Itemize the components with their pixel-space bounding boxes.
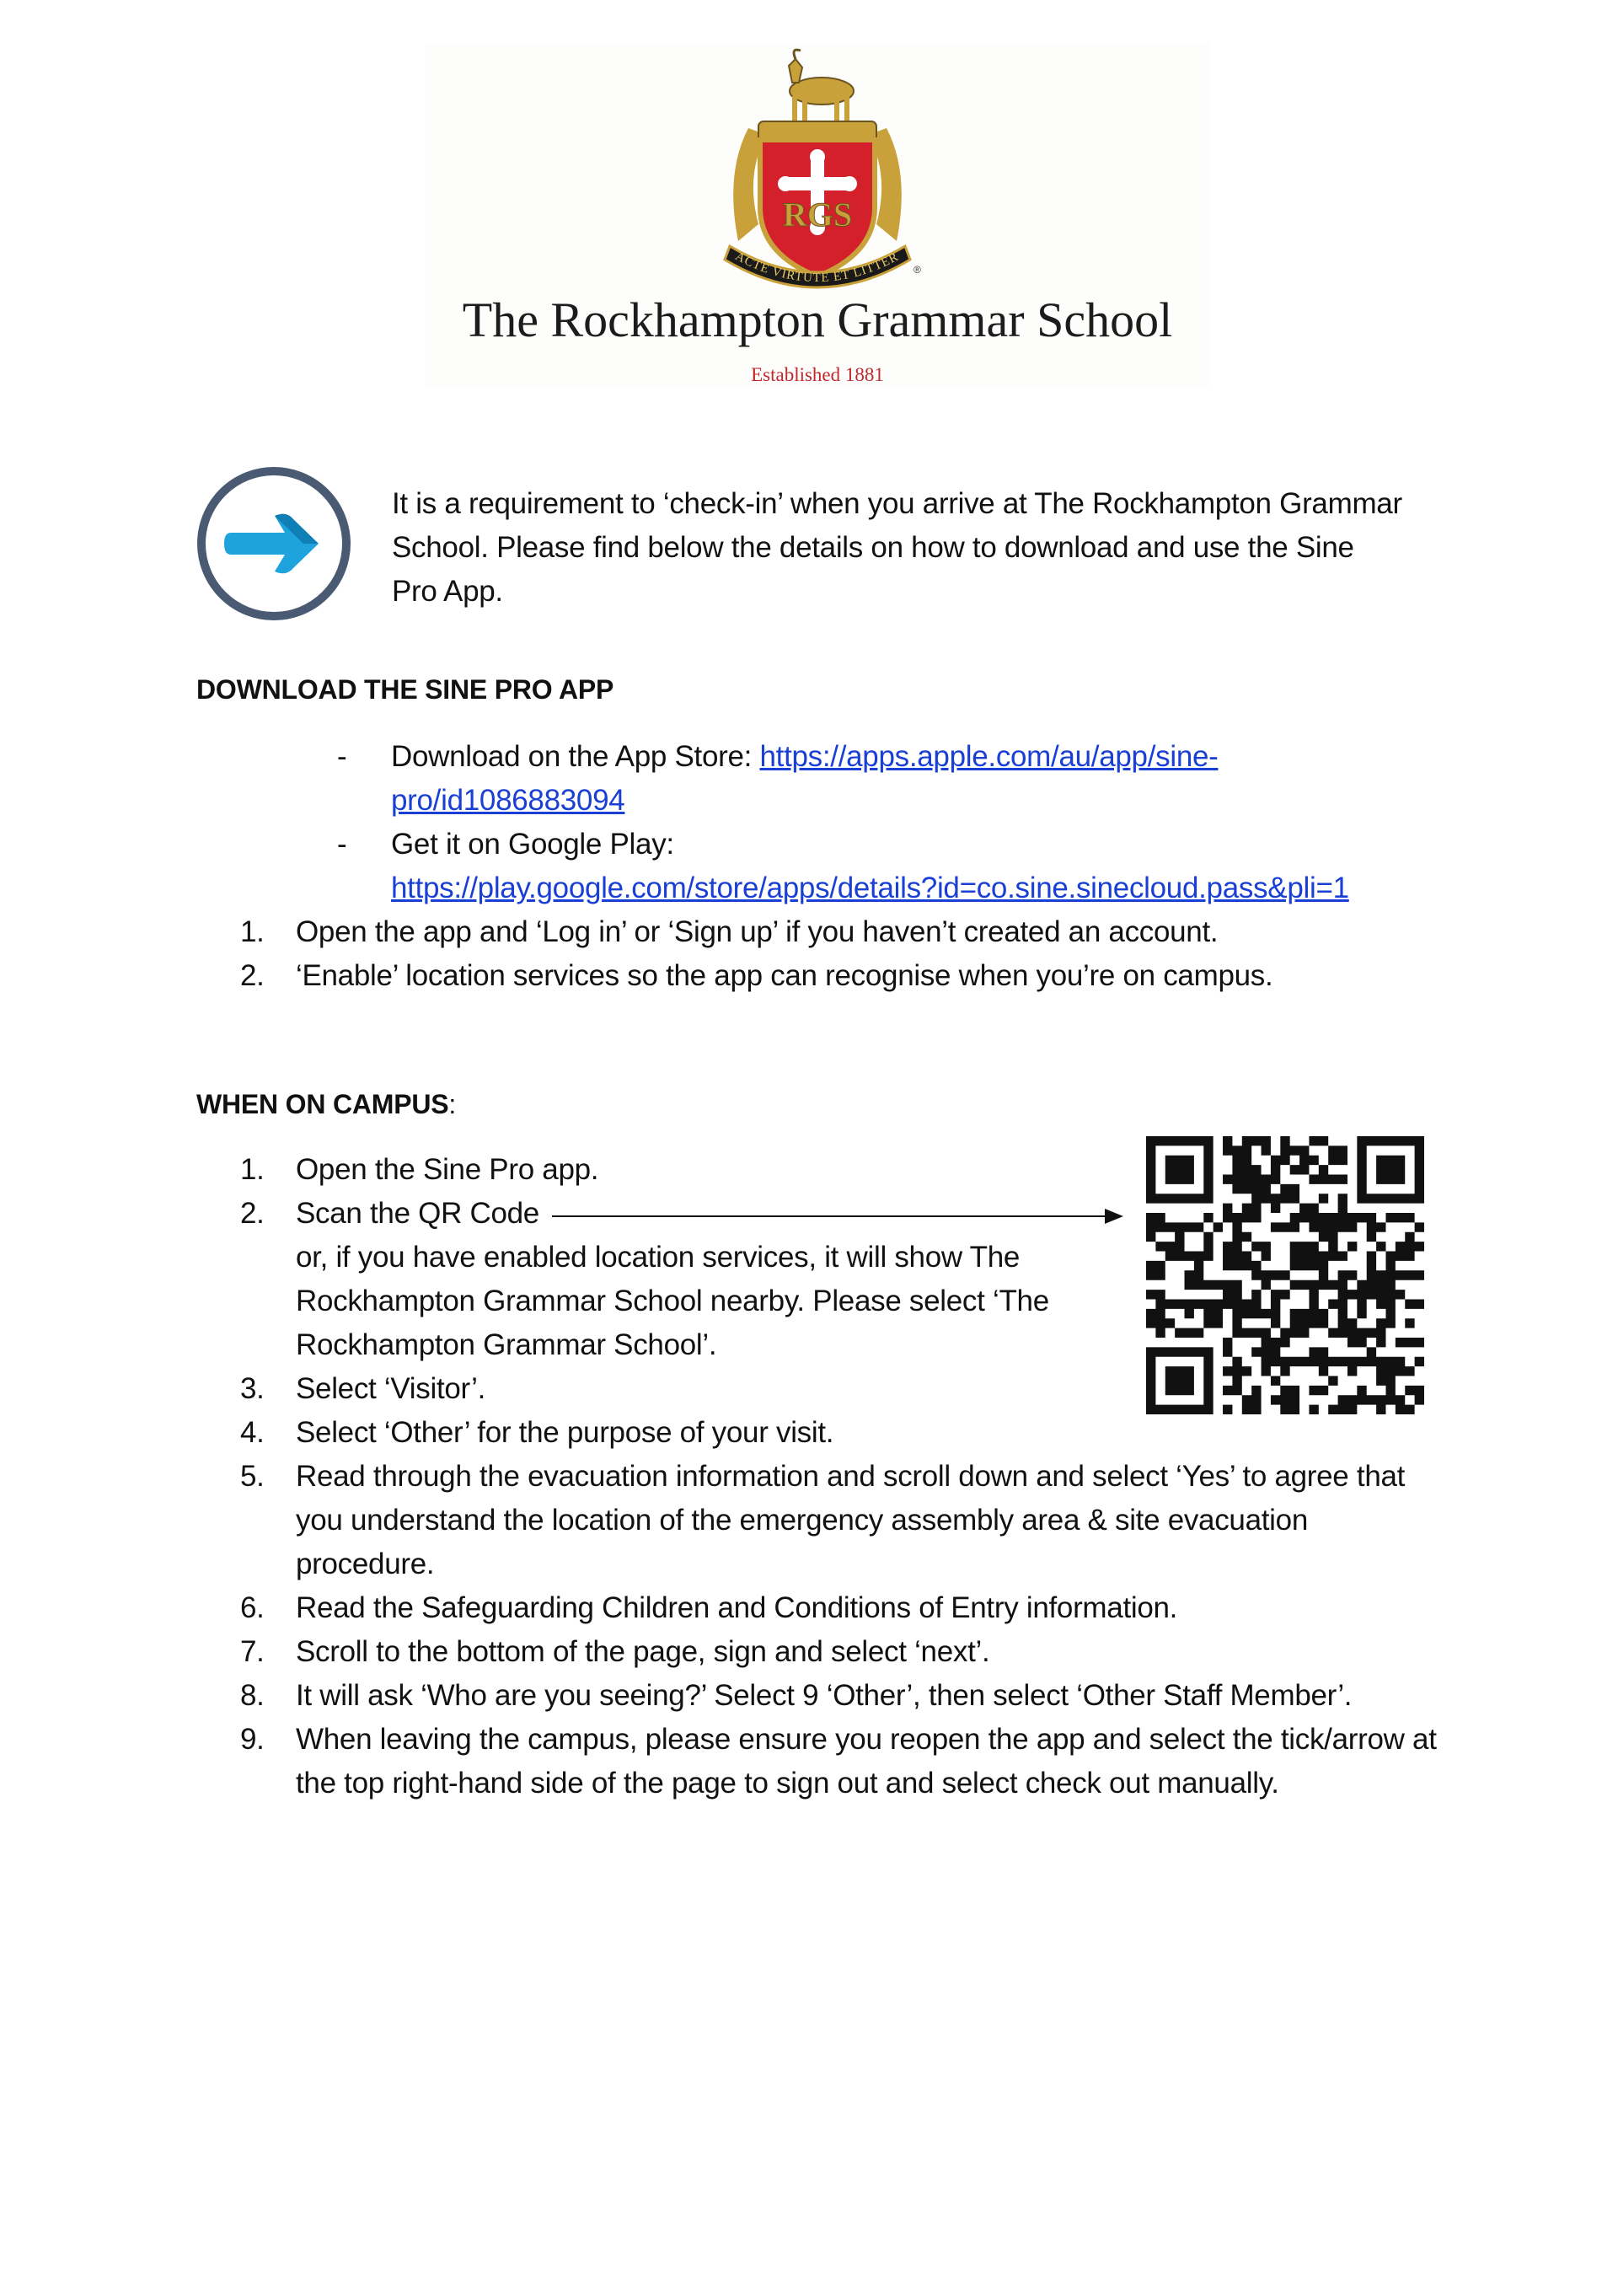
dash-bullet: - [337, 828, 347, 861]
svg-text:®: ® [913, 264, 921, 276]
list-item: 7. Scroll to the bottom of the page, sign and select ‘next’. [240, 1635, 990, 1668]
list-item: 1. Open the Sine Pro app. [240, 1153, 599, 1186]
arrow-right-icon [552, 1204, 1125, 1229]
list-item: 9. When leaving the campus, please ensure you reopen the app and select the tick/arrow at the top right-hand side of the page to sign out and select check out manually. [240, 1723, 1437, 1800]
school-header [426, 42, 1209, 388]
campus-heading: WHEN ON CAMPUS: [196, 1089, 457, 1119]
list-item: 1. Open the app and ‘Log in’ or ‘Sign up’ if you haven’t created an account. [240, 915, 1219, 948]
school-crest-logo [708, 47, 927, 308]
qr-finder-pattern [1146, 1136, 1214, 1204]
google-play-label: Get it on Google Play: [391, 828, 674, 861]
google-play-link[interactable]: https://play.google.com/store/apps/details?id=co.sine.sinecloud.pass&pli=1 [391, 872, 1349, 904]
crest-motto: ACTE VIRTUTE ET LITTER [732, 249, 902, 286]
app-store-link[interactable]: https://apps.apple.com/au/app/sine- pro/id1086883094 [391, 740, 1219, 817]
list-item: 4. Select ‘Other’ for the purpose of your visit. [240, 1416, 834, 1449]
list-item: 2. Scan the QR Code or, if you have enabled location services, it will show The Rockhampton Grammar School nearby. Please select ‘The Rockhampton Grammar School’. [240, 1192, 1445, 1367]
list-item: 3. Select ‘Visitor’. [240, 1372, 486, 1405]
school-name-heading: The Rockhampton Grammar School [462, 292, 1173, 347]
sine-arrow-icon [194, 464, 354, 624]
app-store-label: Download on the App Store: [391, 740, 760, 773]
crest-monogram: RGS [782, 196, 853, 233]
list-item: 2. ‘Enable’ location services so the app can recognise when you’re on campus. [240, 959, 1273, 992]
qr-code-icon[interactable] [1146, 1136, 1424, 1414]
intro-paragraph: It is a requirement to ‘check-in’ when you arrive at The Rockhampton Grammar School. Please find below the details on how to download and use the Sine Pro App. [392, 487, 1402, 608]
goat-icon [789, 50, 854, 123]
list-item: 8. It will ask ‘Who are you seeing?’ Select 9 ‘Other’, then select ‘Other Staff Member’. [240, 1679, 1353, 1712]
established-tagline: Established 1881 [751, 364, 884, 385]
download-links-list [337, 735, 1433, 910]
list-item: 6. Read the Safeguarding Children and Conditions of Entry information. [240, 1591, 1178, 1624]
qr-finder-pattern [1146, 1347, 1214, 1414]
list-item: 5. Read through the evacuation information and scroll down and select ‘Yes’ to agree that you understand the location of the emergency assembly area & site evacuation procedure. [240, 1460, 1406, 1580]
download-steps-list [240, 910, 1445, 998]
dash-bullet: - [337, 740, 347, 773]
scan-qr-extra-text: or, if you have enabled location services, it will show The Rockhampton Grammar School nearby. Please select ‘The Rockhampton Grammar School’. [296, 1241, 1049, 1361]
list-item [337, 823, 1433, 910]
list-item [337, 735, 1433, 823]
download-heading: DOWNLOAD THE SINE PRO APP [196, 674, 614, 705]
qr-finder-pattern [1357, 1136, 1424, 1204]
